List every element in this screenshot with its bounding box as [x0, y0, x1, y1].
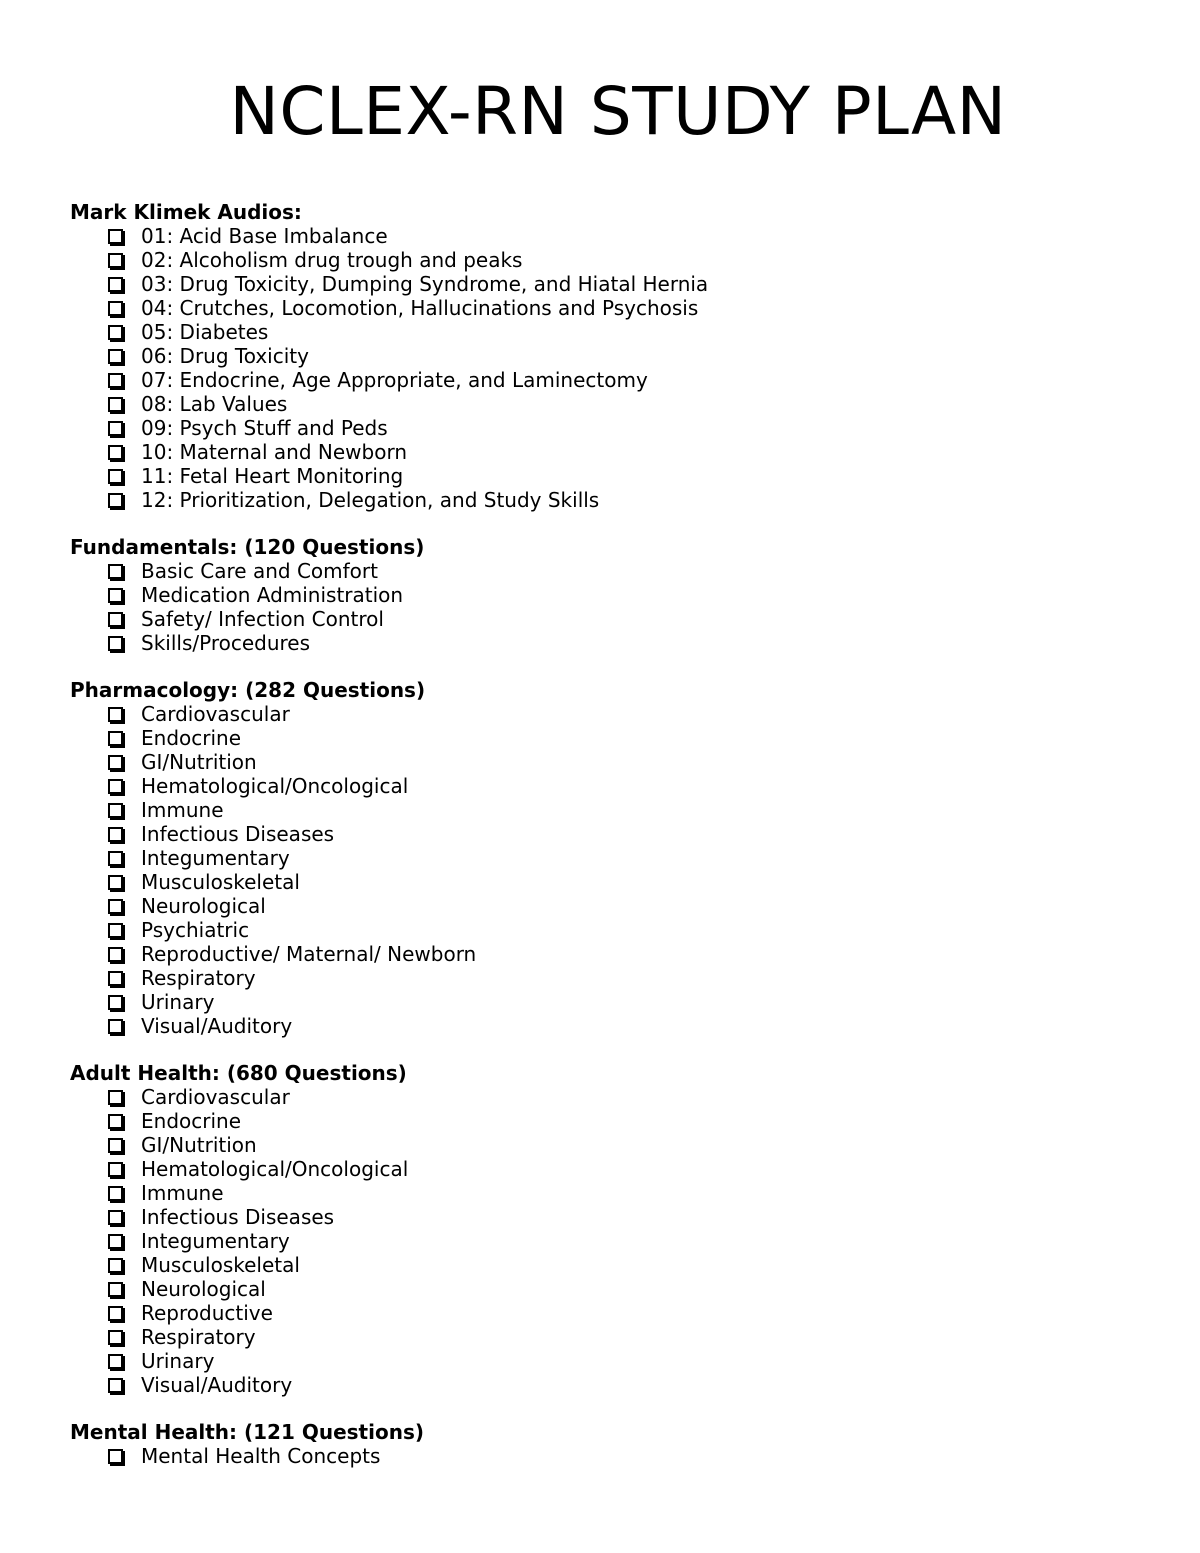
checklist-item-label: Hematological/Oncological	[141, 774, 409, 798]
checklist-item-label: 10: Maternal and Newborn	[141, 440, 408, 464]
checklist-item-label: Respiratory	[141, 1325, 256, 1349]
checklist-item[interactable]	[70, 942, 1150, 966]
checklist-item[interactable]	[70, 750, 1150, 774]
section-heading: Mark Klimek Audios:	[70, 200, 302, 224]
checklist-item[interactable]	[70, 583, 1150, 607]
checkbox-icon[interactable]	[108, 636, 123, 651]
checklist-item-label: Endocrine	[141, 726, 241, 750]
checkbox-icon[interactable]	[108, 899, 123, 914]
checklist-item-label: GI/Nutrition	[141, 1133, 257, 1157]
checklist-item[interactable]	[70, 488, 1150, 512]
checklist-item[interactable]	[70, 1014, 1150, 1038]
checklist-item[interactable]	[70, 822, 1150, 846]
checklist-item[interactable]	[70, 272, 1150, 296]
study-plan-sections	[70, 200, 1150, 1491]
checklist-item-label: Psychiatric	[141, 918, 250, 942]
section-heading: Fundamentals: (120 Questions)	[70, 535, 425, 559]
checklist-item[interactable]	[70, 224, 1150, 248]
checklist-item-label: 05: Diabetes	[141, 320, 269, 344]
checkbox-icon[interactable]	[108, 1282, 123, 1297]
checkbox-icon[interactable]	[108, 1378, 123, 1393]
checkbox-icon[interactable]	[108, 1019, 123, 1034]
checkbox-icon[interactable]	[108, 493, 123, 508]
checkbox-icon[interactable]	[108, 947, 123, 962]
checklist-item[interactable]	[70, 392, 1150, 416]
checkbox-icon[interactable]	[108, 253, 123, 268]
checklist-item[interactable]	[70, 870, 1150, 894]
section-adult-health	[70, 1061, 1150, 1397]
checkbox-icon[interactable]	[108, 707, 123, 722]
checklist-item[interactable]	[70, 248, 1150, 272]
checklist-item-label: 06: Drug Toxicity	[141, 344, 309, 368]
checklist	[70, 1085, 1150, 1397]
checklist-item-label: Reproductive/ Maternal/ Newborn	[141, 942, 477, 966]
checklist-item-label: GI/Nutrition	[141, 750, 257, 774]
section-heading: Mental Health: (121 Questions)	[70, 1420, 424, 1444]
checklist-item-label: 01: Acid Base Imbalance	[141, 224, 388, 248]
checkbox-icon[interactable]	[108, 445, 123, 460]
checkbox-icon[interactable]	[108, 803, 123, 818]
checklist	[70, 559, 1150, 655]
checklist-item[interactable]	[70, 464, 1150, 488]
section-mark-klimek-audios	[70, 200, 1150, 512]
checklist-item-label: Cardiovascular	[141, 1085, 290, 1109]
checklist-item-label: 09: Psych Stuff and Peds	[141, 416, 388, 440]
checkbox-icon[interactable]	[108, 1449, 123, 1464]
checklist-item[interactable]	[70, 702, 1150, 726]
checklist-item[interactable]	[70, 894, 1150, 918]
section-fundamentals	[70, 535, 1150, 655]
checklist-item-label: Urinary	[141, 1349, 215, 1373]
checkbox-icon[interactable]	[108, 995, 123, 1010]
checklist	[70, 224, 1150, 512]
checklist-item[interactable]	[70, 726, 1150, 750]
checkbox-icon[interactable]	[108, 1354, 123, 1369]
checklist-item[interactable]	[70, 1349, 1150, 1373]
checkbox-icon[interactable]	[108, 301, 123, 316]
checklist-item-label: Safety/ Infection Control	[141, 607, 384, 631]
checklist-item-label: 04: Crutches, Locomotion, Hallucinations and Psychosis	[141, 296, 699, 320]
checklist-item[interactable]	[70, 990, 1150, 1014]
checkbox-icon[interactable]	[108, 1234, 123, 1249]
checklist-item[interactable]	[70, 320, 1150, 344]
checklist-item-label: Immune	[141, 1181, 224, 1205]
checklist	[70, 702, 1150, 1038]
checklist-item[interactable]	[70, 440, 1150, 464]
checklist-item[interactable]	[70, 1373, 1150, 1397]
checklist-item-label: Visual/Auditory	[141, 1014, 293, 1038]
checklist-item-label: Urinary	[141, 990, 215, 1014]
checklist-item[interactable]	[70, 918, 1150, 942]
checklist-item[interactable]	[70, 1301, 1150, 1325]
section-pharmacology	[70, 678, 1150, 1038]
checkbox-icon[interactable]	[108, 612, 123, 627]
checkbox-icon[interactable]	[108, 779, 123, 794]
checkbox-icon[interactable]	[108, 1258, 123, 1273]
checklist	[70, 1444, 1150, 1468]
checklist-item-label: Endocrine	[141, 1109, 241, 1133]
checklist-item[interactable]	[70, 1181, 1150, 1205]
checklist-item-label: 03: Drug Toxicity, Dumping Syndrome, and Hiatal Hernia	[141, 272, 709, 296]
checklist-item-label: Medication Administration	[141, 583, 404, 607]
checklist-item-label: Musculoskeletal	[141, 870, 300, 894]
checklist-item-label: 11: Fetal Heart Monitoring	[141, 464, 404, 488]
checklist-item[interactable]	[70, 1253, 1150, 1277]
checklist-item-label: 02: Alcoholism drug trough and peaks	[141, 248, 523, 272]
section-heading: Pharmacology: (282 Questions)	[70, 678, 426, 702]
checklist-item[interactable]	[70, 368, 1150, 392]
checklist-item-label: Respiratory	[141, 966, 256, 990]
checklist-item[interactable]	[70, 1157, 1150, 1181]
checklist-item[interactable]	[70, 798, 1150, 822]
checklist-item[interactable]	[70, 344, 1150, 368]
checkbox-icon[interactable]	[108, 875, 123, 890]
checklist-item-label: Immune	[141, 798, 224, 822]
checklist-item[interactable]	[70, 1444, 1150, 1468]
checklist-item-label: Visual/Auditory	[141, 1373, 293, 1397]
checklist-item-label: Musculoskeletal	[141, 1253, 300, 1277]
checklist-item-label: 08: Lab Values	[141, 392, 288, 416]
checkbox-icon[interactable]	[108, 1114, 123, 1129]
checkbox-icon[interactable]	[108, 1330, 123, 1345]
checkbox-icon[interactable]	[108, 1162, 123, 1177]
checklist-item[interactable]	[70, 1085, 1150, 1109]
checklist-item-label: Hematological/Oncological	[141, 1157, 409, 1181]
checkbox-icon[interactable]	[108, 851, 123, 866]
checkbox-icon[interactable]	[108, 923, 123, 938]
checklist-item[interactable]	[70, 559, 1150, 583]
checkbox-icon[interactable]	[108, 421, 123, 436]
checklist-item[interactable]	[70, 607, 1150, 631]
checklist-item-label: Infectious Diseases	[141, 1205, 335, 1229]
checkbox-icon[interactable]	[108, 1186, 123, 1201]
checkbox-icon[interactable]	[108, 971, 123, 986]
checklist-item-label: Neurological	[141, 1277, 266, 1301]
checklist-item[interactable]	[70, 631, 1150, 655]
checkbox-icon[interactable]	[108, 1210, 123, 1225]
checkbox-icon[interactable]	[108, 277, 123, 292]
checklist-item-label: Reproductive	[141, 1301, 273, 1325]
checkbox-icon[interactable]	[108, 755, 123, 770]
checklist-item-label: Integumentary	[141, 846, 290, 870]
checklist-item[interactable]	[70, 1325, 1150, 1349]
checkbox-icon[interactable]	[108, 564, 123, 579]
checklist-item-label: Neurological	[141, 894, 266, 918]
checklist-item[interactable]	[70, 966, 1150, 990]
section-mental-health	[70, 1420, 1150, 1468]
checkbox-icon[interactable]	[108, 349, 123, 364]
checklist-item[interactable]	[70, 846, 1150, 870]
checkbox-icon[interactable]	[108, 1306, 123, 1321]
checkbox-icon[interactable]	[108, 1138, 123, 1153]
checklist-item-label: Cardiovascular	[141, 702, 290, 726]
checklist-item[interactable]	[70, 296, 1150, 320]
checklist-item-label: Basic Care and Comfort	[141, 559, 378, 583]
checkbox-icon[interactable]	[108, 731, 123, 746]
checkbox-icon[interactable]	[108, 827, 123, 842]
checklist-item[interactable]	[70, 416, 1150, 440]
checklist-item[interactable]	[70, 1277, 1150, 1301]
checklist-item[interactable]	[70, 1133, 1150, 1157]
checkbox-icon[interactable]	[108, 373, 123, 388]
checklist-item-label: 07: Endocrine, Age Appropriate, and Laminectomy	[141, 368, 648, 392]
checklist-item[interactable]	[70, 1109, 1150, 1133]
checklist-item[interactable]	[70, 774, 1150, 798]
section-heading: Adult Health: (680 Questions)	[70, 1061, 407, 1085]
checklist-item-label: Skills/Procedures	[141, 631, 311, 655]
checkbox-icon[interactable]	[108, 469, 123, 484]
checklist-item-label: Infectious Diseases	[141, 822, 335, 846]
checklist-item[interactable]	[70, 1229, 1150, 1253]
checkbox-icon[interactable]	[108, 397, 123, 412]
checkbox-icon[interactable]	[108, 325, 123, 340]
checklist-item-label: Integumentary	[141, 1229, 290, 1253]
checkbox-icon[interactable]	[108, 1090, 123, 1105]
checkbox-icon[interactable]	[108, 229, 123, 244]
checklist-item-label: Mental Health Concepts	[141, 1444, 381, 1468]
checkbox-icon[interactable]	[108, 588, 123, 603]
checklist-item-label: 12: Prioritization, Delegation, and Study Skills	[141, 488, 600, 512]
page-title: NCLEX-RN STUDY PLAN	[229, 73, 1007, 150]
checklist-item[interactable]	[70, 1205, 1150, 1229]
